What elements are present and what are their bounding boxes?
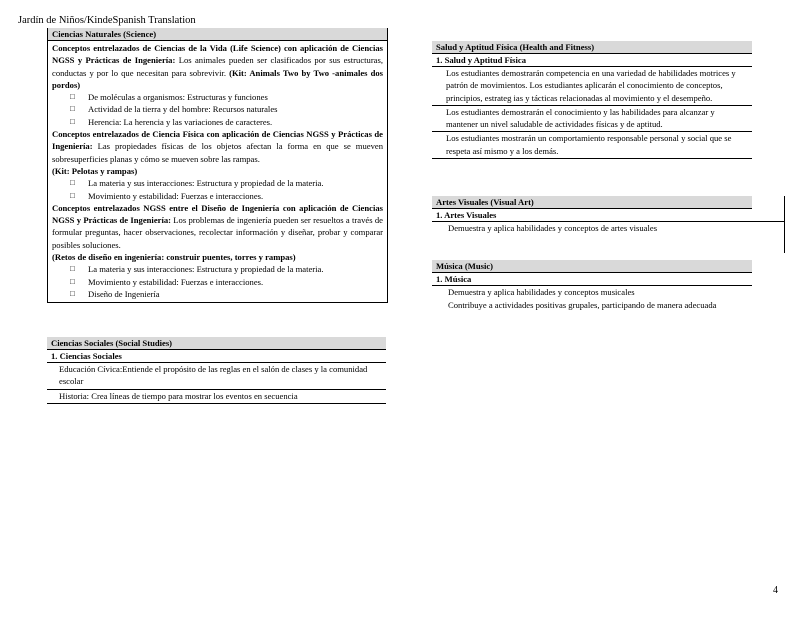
life-science-kit: (Kit: Animals Two by Two -animales dos pordos)	[52, 67, 383, 90]
engineering-kit: (Retos de diseño en ingeniería: construir puentes, torres y rampas)	[52, 252, 296, 263]
social-studies-header: Ciencias Sociales (Social Studies)	[47, 337, 386, 350]
list-item: □ La materia y sus interacciones: Estructura y propiedad de la materia.	[70, 177, 383, 189]
physical-science-text: Las propiedades físicas de los objetos afectan la forma en que se mueven sobresuperficies planas y cómo se mueven sobre las rampas.	[52, 141, 383, 164]
page-number: 4	[773, 585, 778, 596]
list-item: □ Diseño de Ingeniería	[70, 288, 383, 300]
life-science-text: Los animales pueden ser clasificados por sus estructuras, conductas y por lo que necesitan para sobrevivir.	[52, 55, 383, 78]
engineering-list	[52, 263, 383, 300]
health-row: Los estudiantes demostrarán el conocimiento y las habilidades para alcanzar y mantener un nivel saludable de actividades físicas y de aptitud.	[432, 106, 752, 133]
document-title: Jardín de Niños/KindeSpanish Translation	[18, 15, 196, 26]
social-studies-subheading: 1. Ciencias Sociales	[47, 350, 386, 363]
life-science-list	[52, 91, 383, 128]
health-row: Los estudiantes demostrarán competencia en una variedad de habilidades motrices y patrón de movimientos. Los estudiantes aplicarán el conocimiento de conceptos, principios, estrateg ias y tácticas relacionadas al movimiento y el desempeño.	[432, 67, 752, 106]
life-science-heading: Conceptos entrelazados de Ciencias de la Vida (Life Science) con aplicación de Ciencias NGSS y Prácticas de Ingeniería:	[52, 43, 383, 66]
physical-science-heading: Conceptos entrelazados de Ciencia Física con aplicación de Ciencias NGSS y Prácticas de Ingeniería:	[52, 129, 383, 152]
health-subheading: 1. Salud y Aptitud Física	[432, 54, 752, 67]
science-section	[47, 28, 388, 303]
engineering-text: Los problemas de ingeniería pueden ser resueltos a través de formular preguntas, hacer observaciones, recolectar información y diseñar, probar y comparar posibles soluciones.	[52, 215, 383, 250]
life-science-paragraph	[52, 42, 383, 91]
visual-art-subheading: 1. Artes Visuales	[432, 209, 784, 222]
social-studies-row: Educación Cívica:Entiende el propósito de las reglas en el salón de clases y la comunidad escolar	[47, 363, 386, 390]
list-item: □ De moléculas a organismos: Estructuras y funciones	[70, 91, 383, 103]
list-item: □ Movimiento y estabilidad: Fuerzas e interacciones.	[70, 190, 383, 202]
list-item: □ La materia y sus interacciones: Estructura y propiedad de la materia.	[70, 263, 383, 275]
music-subheading: 1. Música	[432, 273, 752, 286]
social-studies-section	[47, 337, 386, 404]
music-header: Música (Music)	[432, 260, 752, 273]
health-header: Salud y Aptitud Física (Health and Fitness)	[432, 41, 752, 54]
visual-art-row: Demuestra y aplica habilidades y conceptos de artes visuales	[448, 223, 658, 233]
physical-science-paragraph	[52, 128, 383, 177]
music-row: Contribuye a actividades positivas grupales, participando de manera adecuada	[448, 300, 717, 311]
list-item: □ Actividad de la tierra y del hombre: Recursos naturales	[70, 103, 383, 115]
health-section	[432, 41, 752, 159]
list-item: □ Movimiento y estabilidad: Fuerzas e interacciones.	[70, 276, 383, 288]
social-studies-row: Historia: Crea líneas de tiempo para mostrar los eventos en secuencia	[47, 390, 386, 404]
music-section	[432, 260, 752, 313]
engineering-paragraph	[52, 202, 383, 263]
engineering-heading: Conceptos entrelazados NGSS entre el Diseño de Ingeniería con aplicación de Ciencias NGSS y Prácticas de Ingeniería:	[52, 202, 383, 226]
physical-science-list	[52, 177, 383, 202]
music-row: Demuestra y aplica habilidades y conceptos musicales	[448, 287, 635, 297]
physical-science-kit: (Kit: Pelotas y rampas)	[52, 165, 138, 176]
list-item: □ Herencia: La herencia y las variaciones de caracteres.	[70, 116, 383, 128]
health-row: Los estudiantes mostrarán un comportamiento responsable personal y social que se respeta así mismo y a los demás.	[432, 132, 752, 159]
science-header: Ciencias Naturales (Science)	[48, 28, 387, 41]
science-body	[48, 41, 387, 302]
visual-art-header: Artes Visuales (Visual Art)	[432, 196, 752, 209]
visual-art-section	[432, 196, 785, 253]
